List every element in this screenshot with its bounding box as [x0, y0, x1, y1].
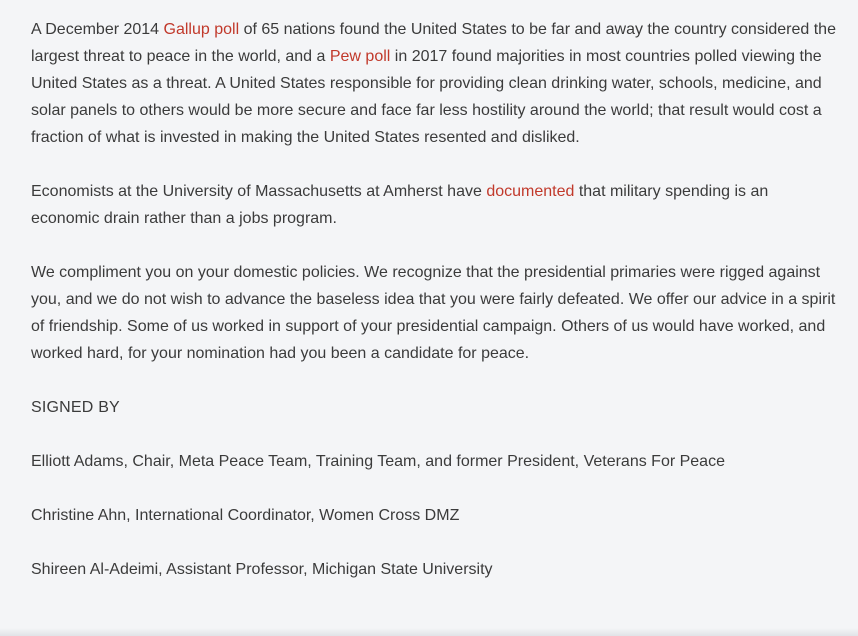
pew-poll-link[interactable]: Pew poll [329, 48, 391, 65]
signatory-al-adeimi: Shireen Al-Adeimi, Assistant Professor, Michigan State University [31, 561, 493, 578]
article-body [31, 16, 841, 610]
bottom-fade [0, 628, 858, 636]
gallup-poll-link[interactable]: Gallup poll [163, 21, 240, 38]
paragraph-text: in 2017 found majorities in most countries polled viewing the United States as a threat. A United States responsible for providing clean drinking water, schools, medicine, and solar panels to others would be more secure and face far less hostility around the world; that result would cost a fraction of what is invested in making the United States resented and disliked. [31, 48, 822, 146]
paragraph-text: of 65 nations found the United States to be far and away the country considered the largest threat to peace in the world, and a [31, 21, 836, 65]
paragraph-polls [31, 16, 841, 151]
paragraph-text: Economists at the University of Massachusetts at Amherst have [31, 183, 487, 200]
paragraph-economists [31, 178, 841, 232]
signed-by-heading: SIGNED BY [31, 399, 120, 416]
signatory-ahn: Christine Ahn, International Coordinator, Women Cross DMZ [31, 507, 460, 524]
paragraph-text: A December 2014 [31, 21, 164, 38]
paragraph-text: that military spending is an economic drain rather than a jobs program. [31, 183, 769, 227]
paragraph-domestic-policies: We compliment you on your domestic policies. We recognize that the presidential primaries were rigged against you, and we do not wish to advance the baseless idea that you were fairly defeated. We offer our advice in a spirit of friendship. Some of us worked in support of your presidential campaign. Others of us would have worked, and worked hard, for your nomination had you been a candidate for peace. [31, 264, 836, 362]
documented-link[interactable]: documented [486, 183, 575, 200]
signatory-adams: Elliott Adams, Chair, Meta Peace Team, Training Team, and former President, Veterans For Peace [31, 453, 725, 470]
